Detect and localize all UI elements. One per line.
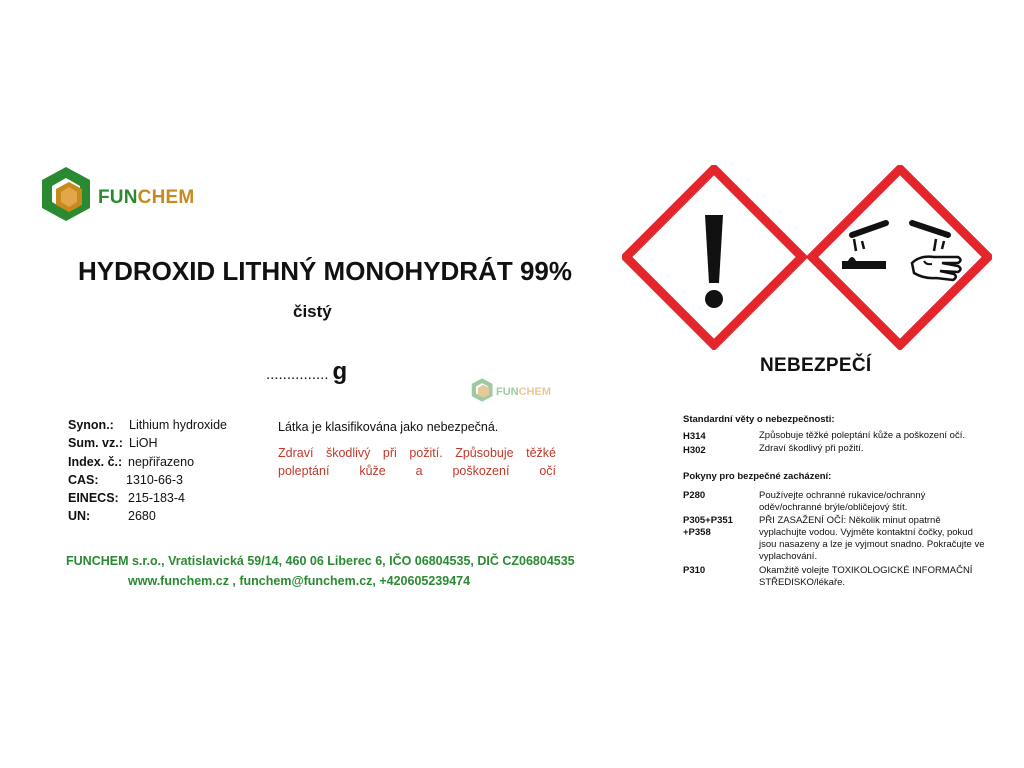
ident-label: Index. č.: [68,455,123,469]
ident-value: Lithium hydroxide [129,418,227,432]
logo-wordmark [98,187,194,209]
precautionary-statements-heading: Pokyny pro bezpečné zacházení: [683,471,832,482]
ident-value: 2680 [128,509,156,523]
statement-text: Okamžitě volejte TOXIKOLOGICKÉ INFORMAČNÍ STŘEDISKO/lékaře. [759,565,973,588]
statement-code: H302 [683,445,706,456]
company-address: FUNCHEM s.r.o., Vratislavická 59/14, 460 06 Liberec 6, IČO 06804535, DIČ CZ06804535 [66,554,575,568]
hexagon-logo-icon [38,165,98,223]
logo-text-fun: FUN [98,187,138,208]
exclamation-mark-icon [626,169,802,345]
statement-code: P305+P351 +P358 [683,515,733,538]
signal-word: NEBEZPEČÍ [760,355,872,376]
statement-code: P280 [683,490,706,501]
logo-text-chem: CHEM [137,187,195,208]
classification-note: Látka je klasifikována jako nebezpečná. [278,420,499,434]
quantity-dots: ............... [266,366,329,383]
ident-row-cas [68,473,183,487]
product-grade: čistý [293,302,332,321]
corrosion-icon [812,169,988,345]
company-contacts: www.funchem.cz , funchem@funchem.cz, +420605239474 [128,574,471,588]
ident-label: Synon.: [68,418,114,432]
ghs-pictograms [622,165,992,350]
ident-label: CAS: [68,473,99,487]
hazard-summary: Zdraví škodlivý při požití. Způsobuje těžké poleptání kůže a poškození očí [278,446,556,478]
statement-code: P310 [683,565,706,576]
ident-value: 1310-66-3 [126,473,183,487]
ident-row-index [68,455,195,469]
quantity-unit: g [332,358,348,385]
ident-value: nepřiřazeno [128,455,195,469]
ident-row-synonym [68,418,227,432]
quantity-field [266,358,347,386]
product-title: HYDROXID LITHNÝ MONOHYDRÁT 99% [77,256,573,286]
watermark-hexagon-icon [470,375,496,405]
ident-label: UN: [68,509,91,523]
ident-row-formula [68,436,158,450]
ident-label: Sum. vz.: [68,436,123,450]
watermark-logo [470,375,580,407]
statement-code: H314 [683,431,706,442]
ident-value: 215-183-4 [128,491,185,505]
funchem-logo [38,165,218,223]
statement-text: PŘI ZASAŽENÍ OČÍ: Několik minut opatrně vyplachujte vodou. Vyjměte kontaktní čočky, pokud jsou nasazeny a lze je vyjmout snadno. Pokračujte ve vyplachování. [759,515,985,562]
watermark-text: FUNCHEM [496,386,551,398]
statement-text: Používejte ochranné rukavice/ochranný oděv/ochranné brýle/obličejový štít. [759,490,926,513]
statement-text: Zdraví škodlivý při požití. [759,443,864,454]
ident-value: LiOH [129,436,158,450]
statement-text: Způsobuje těžké poleptání kůže a poškození očí. [759,430,965,441]
hazard-statements-heading: Standardní věty o nebezpečnosti: [683,414,835,425]
ident-label: EINECS: [68,491,119,505]
ident-row-un [68,509,156,523]
ident-row-einecs [68,491,185,505]
